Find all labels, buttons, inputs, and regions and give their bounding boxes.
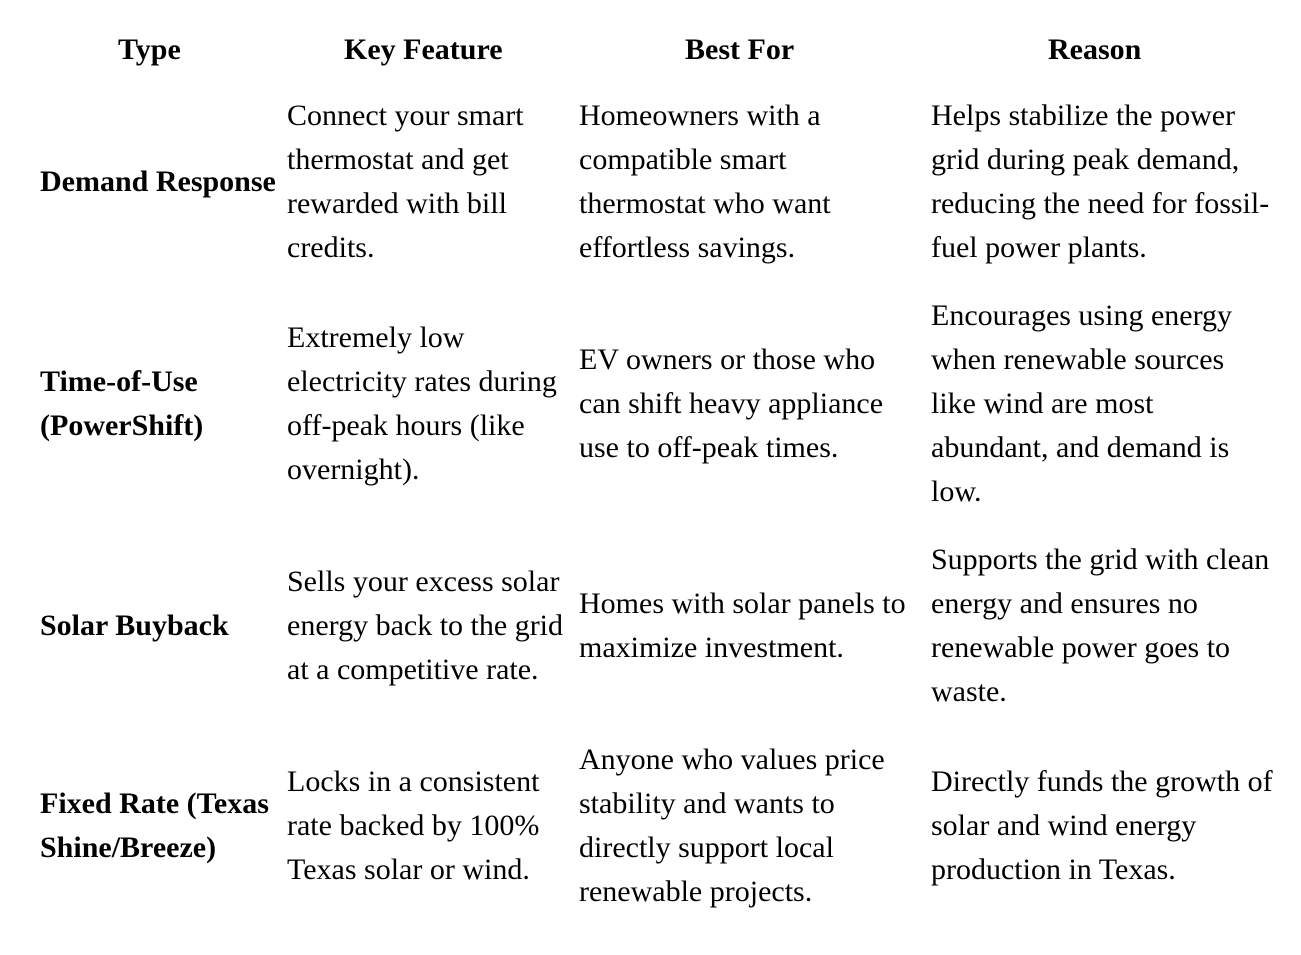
table-row xyxy=(40,94,1275,294)
header-best-for: Best For xyxy=(685,33,795,66)
table-row xyxy=(40,294,1275,538)
cell-best-for: Homeowners with a compatible smart thermostat who want effortless savings. xyxy=(579,99,831,264)
cell-best-for: EV owners or those who can shift heavy appliance use to off-peak times. xyxy=(579,343,884,464)
cell-key-feature: Connect your smart thermostat and get rewarded with bill credits. xyxy=(287,99,524,264)
header-row xyxy=(40,30,1275,94)
cell-reason: Directly funds the growth of solar and wind energy production in Texas. xyxy=(931,765,1273,886)
table-body xyxy=(40,94,1275,938)
cell-reason: Helps stabilize the power grid during peak demand, reducing the need for fossil-fuel power plants. xyxy=(931,99,1270,264)
header-type: Type xyxy=(118,33,181,66)
table-header xyxy=(40,30,1275,94)
plans-table xyxy=(40,30,1275,938)
cell-type: Fixed Rate (Texas Shine/Breeze) xyxy=(40,787,269,864)
header-reason: Reason xyxy=(1048,33,1142,66)
header-key-feature: Key Feature xyxy=(344,33,503,66)
table-row xyxy=(40,538,1275,738)
cell-best-for: Anyone who values price stability and wants to directly support local renewable projects. xyxy=(579,743,885,908)
cell-reason: Encourages using energy when renewable sources like wind are most abundant, and demand is low. xyxy=(931,299,1233,508)
cell-reason: Supports the grid with clean energy and ensures no renewable power goes to waste. xyxy=(931,543,1270,708)
cell-type: Demand Response xyxy=(40,165,276,198)
cell-key-feature: Sells your excess solar energy back to the grid at a competitive rate. xyxy=(287,565,564,686)
cell-key-feature: Extremely low electricity rates during off-peak hours (like overnight). xyxy=(287,321,557,486)
cell-best-for: Homes with solar panels to maximize investment. xyxy=(579,587,906,664)
cell-type: Solar Buyback xyxy=(40,609,229,642)
cell-type: Time-of-Use (PowerShift) xyxy=(40,365,204,442)
cell-key-feature: Locks in a consistent rate backed by 100% Texas solar or wind. xyxy=(287,765,540,886)
table-row xyxy=(40,738,1275,938)
